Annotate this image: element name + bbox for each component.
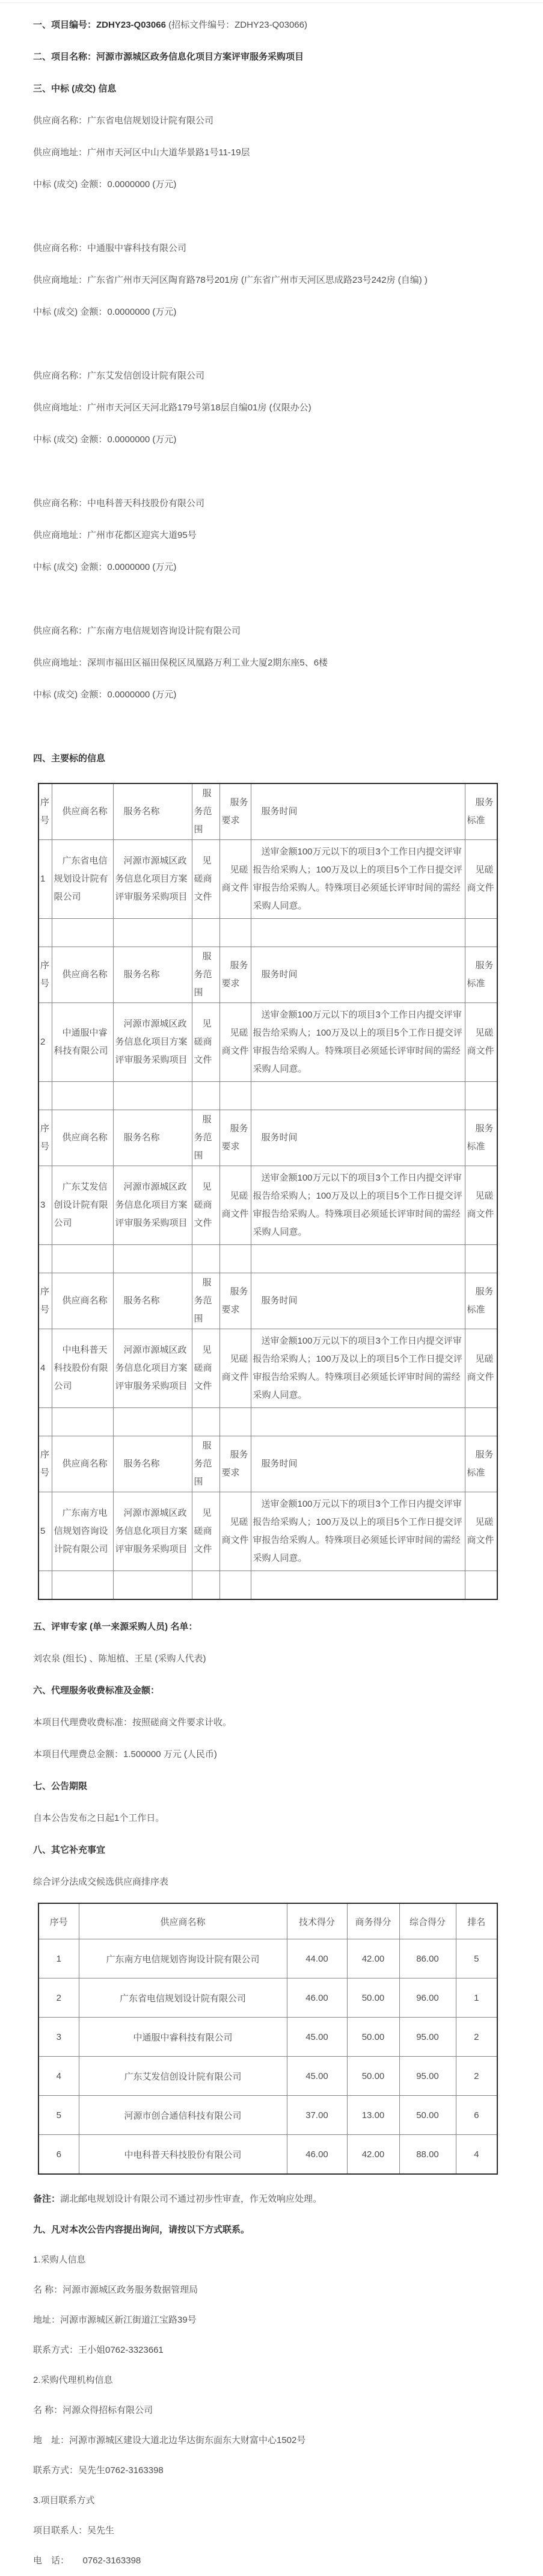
cell-tech-score: 45.00 [287, 2018, 347, 2057]
header-cell: 序号 [38, 1903, 79, 1939]
cell-standard: 见磋商文件 [465, 1003, 497, 1082]
contact-heading: 九、凡对本次公告内容提出询问，请按以下方式联系。 [33, 2225, 250, 2235]
spacer [33, 583, 515, 615]
empty-row [38, 1571, 497, 1600]
cell-rank: 1 [456, 1978, 497, 2018]
remark-label: 备注： [33, 2194, 61, 2204]
cell-supplier: 中电科普天科技股份有限公司 [52, 1329, 113, 1408]
supplier-address-label: 供应商地址： [33, 275, 88, 285]
supplier-address-label: 供应商地址： [33, 658, 88, 668]
cell-service: 河源市源城区政务信息化项目方案评审服务采购项目 [113, 1329, 192, 1408]
cell-no: 5 [38, 1492, 52, 1571]
project-contact-person: 项目联系人：吴先生 [33, 2525, 115, 2536]
header-cell: 服务名称 [113, 1110, 192, 1166]
supplier-address-line [33, 392, 515, 424]
agency-title: 2.采购代理机构信息 [33, 2375, 113, 2385]
cell-biz-score: 50.00 [347, 1978, 399, 2018]
cell-tech-score: 37.00 [287, 2096, 347, 2135]
agency-contact: 联系方式：吴先生0762-3163398 [33, 2465, 164, 2476]
cell-biz-score: 42.00 [347, 1939, 399, 1978]
supplier-address-label: 供应商地址： [33, 530, 88, 540]
header-cell: 供应商名称 [52, 783, 113, 840]
cell-no: 6 [38, 2135, 79, 2175]
supplier-address-value: 广州市天河区中山大道华景路1号11-19层 [87, 147, 250, 158]
cell-time: 送审金额100万元以下的项目3个工作日内提交评审报告给采购人；100万及以上的项目5个工作日提交评审报告给采购人。特殊项目必须延长评审时间的需经采购人同意。 [251, 1492, 465, 1571]
supplier-name-value: 广东省电信规划设计院有限公司 [87, 116, 214, 126]
score-row [38, 2096, 497, 2135]
supplier-name-line [33, 105, 515, 137]
cell-requirement: 见磋商文件 [219, 1003, 251, 1082]
empty-row [38, 1082, 497, 1110]
cell-rank: 6 [456, 2096, 497, 2135]
cell-tech-score: 46.00 [287, 2135, 347, 2175]
cell-rank: 2 [456, 2057, 497, 2096]
header-cell: 供应商名称 [52, 1436, 113, 1492]
supplier-name-value: 中通服中睿科技有限公司 [87, 243, 187, 253]
supplier-address-value: 广东省广州市天河区陶育路78号201房 (广东省广州市天河区思成路23号242房 (自编) ) [87, 275, 428, 285]
cell-supplier: 中电科普天科技股份有限公司 [79, 2135, 287, 2175]
announcement-body [0, 3, 543, 2576]
supplier-name-label: 供应商名称： [33, 498, 88, 508]
supplier-name-line [33, 487, 515, 519]
header-cell: 服务要求 [219, 947, 251, 1003]
score-row [38, 1978, 497, 2018]
header-cell: 服务时间 [251, 1436, 465, 1492]
supplier-address-label: 供应商地址： [33, 403, 88, 413]
buyer-title: 1.采购人信息 [33, 2255, 86, 2265]
cell-tech-score: 44.00 [287, 1939, 347, 1978]
cell-supplier: 广东省电信规划设计院有限公司 [79, 1978, 287, 2018]
cell-supplier: 广东艾发信创设计院有限公司 [79, 2057, 287, 2096]
cell-total-score: 95.00 [399, 2018, 456, 2057]
cell-no: 2 [38, 1003, 52, 1082]
cell-rank: 2 [456, 2018, 497, 2057]
agency-fee-heading: 六、代理服务收费标准及金额： [33, 1685, 160, 1696]
tender-doc-number: (招标文件编号：ZDHY23-Q03066) [165, 20, 307, 30]
header-cell: 服务名称 [113, 783, 192, 840]
header-cell: 服务范围 [192, 1110, 219, 1166]
cell-supplier: 河源市创合通信科技有限公司 [79, 2096, 287, 2135]
main-subject-table [38, 783, 498, 1600]
header-cell: 服务范围 [192, 1436, 219, 1492]
cell-no: 2 [38, 1978, 79, 2018]
table-header-row [38, 1436, 497, 1492]
cell-tech-score: 46.00 [287, 1978, 347, 2018]
header-cell: 供应商名称 [52, 1273, 113, 1329]
buyer-address: 地址：河源市源城区新江街道江宝路39号 [33, 2315, 197, 2325]
agency-address: 地 址：河源市源城区建设大道北边华达街东面东大财富中心1502号 [33, 2435, 306, 2445]
supplier-name-label: 供应商名称： [33, 116, 88, 126]
cell-service: 河源市源城区政务信息化项目方案评审服务采购项目 [113, 1166, 192, 1245]
header-cell: 服务时间 [251, 1110, 465, 1166]
supplier-name-line [33, 360, 515, 392]
header-cell: 服务时间 [251, 947, 465, 1003]
supplier-address-line [33, 137, 515, 168]
cell-rank: 5 [456, 1939, 497, 1978]
cell-no: 3 [38, 2018, 79, 2057]
award-amount-line [33, 551, 515, 583]
supplier-address-line [33, 647, 515, 679]
score-row [38, 2135, 497, 2175]
supplier-name-line [33, 232, 515, 264]
empty-row [38, 1408, 497, 1436]
spacer [33, 200, 515, 232]
table-row [38, 840, 497, 919]
cell-supplier: 广东南方电信规划咨询设计院有限公司 [52, 1492, 113, 1571]
cell-no: 1 [38, 1939, 79, 1978]
cell-time: 送审金额100万元以下的项目3个工作日内提交评审报告给采购人；100万及以上的项目5个工作日提交评审报告给采购人。特殊项目必须延长评审时间的需经采购人同意。 [251, 1329, 465, 1408]
award-amount-line [33, 424, 515, 456]
announcement-page [0, 2, 543, 2566]
notice-period-body: 自本公告发布之日起1个工作日。 [33, 1813, 165, 1823]
cell-total-score: 86.00 [399, 1939, 456, 1978]
supplier-name-value: 广东南方电信规划咨询设计院有限公司 [87, 626, 241, 636]
empty-row [38, 1245, 497, 1273]
header-cell: 序号 [38, 1436, 52, 1492]
header-cell: 服务名称 [113, 1436, 192, 1492]
header-cell: 供应商名称 [52, 947, 113, 1003]
score-row [38, 2018, 497, 2057]
experts-names: 刘农泉 (组长) 、陈旭植、王星 (采购人代表) [33, 1654, 206, 1664]
notice-period-heading: 七、公告期限 [33, 1781, 88, 1791]
cell-supplier: 中通服中睿科技有限公司 [52, 1003, 113, 1082]
experts-heading: 五、评审专家 (单一来源采购人员) 名单： [33, 1622, 198, 1632]
empty-row [38, 919, 497, 947]
award-amount-label: 中标 (成交) 金额： [33, 179, 108, 190]
cell-service: 河源市源城区政务信息化项目方案评审服务采购项目 [113, 1492, 192, 1571]
spacer [33, 456, 515, 487]
cell-total-score: 50.00 [399, 2096, 456, 2135]
header-cell: 服务时间 [251, 783, 465, 840]
project-contact-title: 3.项目联系方式 [33, 2495, 95, 2506]
header-cell: 序号 [38, 1110, 52, 1166]
cell-rank: 4 [456, 2135, 497, 2175]
cell-tech-score: 45.00 [287, 2057, 347, 2096]
table-row [38, 1492, 497, 1571]
cell-requirement: 见磋商文件 [219, 1329, 251, 1408]
cell-supplier: 广东省电信规划设计院有限公司 [52, 840, 113, 919]
cell-biz-score: 50.00 [347, 2018, 399, 2057]
header-cell: 服务标准 [465, 947, 497, 1003]
cell-service: 河源市源城区政务信息化项目方案评审服务采购项目 [113, 840, 192, 919]
cell-time: 送审金额100万元以下的项目3个工作日内提交评审报告给采购人；100万及以上的项目5个工作日提交评审报告给采购人。特殊项目必须延长评审时间的需经采购人同意。 [251, 1166, 465, 1245]
table-row [38, 1329, 497, 1408]
agency-fee-standard: 本项目代理费收费标准：按照磋商文件要求计收。 [33, 1717, 232, 1728]
cell-requirement: 见磋商文件 [219, 1492, 251, 1571]
cell-supplier: 中通服中睿科技有限公司 [79, 2018, 287, 2057]
table-row [38, 1003, 497, 1082]
cell-time: 送审金额100万元以下的项目3个工作日内提交评审报告给采购人；100万及以上的项目5个工作日提交评审报告给采购人。特殊项目必须延长评审时间的需经采购人同意。 [251, 840, 465, 919]
agency-fee-total: 本项目代理费总金额：1.500000 万元 (人民币) [33, 1749, 217, 1759]
header-cell: 服务要求 [219, 1273, 251, 1329]
supplier-name-label: 供应商名称： [33, 243, 88, 253]
agency-name: 名 称：河源众得招标有限公司 [33, 2405, 153, 2415]
award-amount-value: 0.0000000 (万元) [107, 690, 177, 700]
cell-biz-score: 50.00 [347, 2057, 399, 2096]
score-row [38, 2057, 497, 2096]
project-name-heading: 二、项目名称：河源市源城区政务信息化项目方案评审服务采购项目 [33, 52, 304, 62]
header-cell: 服务范围 [192, 1273, 219, 1329]
header-cell: 序号 [38, 1273, 52, 1329]
cell-service: 河源市源城区政务信息化项目方案评审服务采购项目 [113, 1003, 192, 1082]
supplier-address-value: 深圳市福田区福田保税区凤凰路万利工业大厦2期东座5、6楼 [87, 658, 328, 668]
project-contact-phone: 电 话： 0762-3163398 [33, 2556, 141, 2566]
supplier-address-line [33, 519, 515, 551]
cell-no: 3 [38, 1166, 52, 1245]
header-cell: 服务要求 [219, 1436, 251, 1492]
header-cell: 排名 [456, 1903, 497, 1939]
supplementary-heading: 八、其它补充事宜 [33, 1845, 106, 1855]
award-amount-line [33, 168, 515, 200]
cell-no: 4 [38, 2057, 79, 2096]
supplier-name-value: 广东艾发信创设计院有限公司 [87, 371, 205, 381]
main-subject-heading: 四、主要标的信息 [33, 753, 106, 764]
cell-requirement: 见磋商文件 [219, 1166, 251, 1245]
header-cell: 服务范围 [192, 947, 219, 1003]
cell-scope: 见磋商文件 [192, 1329, 219, 1408]
award-amount-label: 中标 (成交) 金额： [33, 434, 108, 445]
cell-scope: 见磋商文件 [192, 840, 219, 919]
project-number-label: 一、项目编号： [33, 20, 97, 30]
cell-supplier: 广东南方电信规划咨询设计院有限公司 [79, 1939, 287, 1978]
award-amount-value: 0.0000000 (万元) [107, 179, 177, 190]
cell-total-score: 95.00 [399, 2057, 456, 2096]
award-info-heading: 三、中标 (成交) 信息 [33, 84, 117, 94]
table-header-row [38, 1273, 497, 1329]
cell-standard: 见磋商文件 [465, 840, 497, 919]
project-number-value: ZDHY23-Q03066 [96, 20, 166, 30]
remark-text: 湖北邮电规划设计有限公司不通过初步性审查，作无效响应处理。 [60, 2194, 322, 2204]
project-number-line [33, 9, 515, 41]
header-cell: 服务要求 [219, 1110, 251, 1166]
award-amount-value: 0.0000000 (万元) [107, 434, 177, 445]
cell-time: 送审金额100万元以下的项目3个工作日内提交评审报告给采购人；100万及以上的项目5个工作日提交评审报告给采购人。特殊项目必须延长评审时间的需经采购人同意。 [251, 1003, 465, 1082]
spacer [33, 711, 515, 743]
score-header-row [38, 1903, 497, 1939]
cell-supplier: 广东艾发信创设计院有限公司 [52, 1166, 113, 1245]
header-cell: 服务范围 [192, 783, 219, 840]
buyer-name: 名 称：河源市源城区政务服务数据管理局 [33, 2285, 198, 2295]
header-cell: 服务要求 [219, 783, 251, 840]
award-amount-line [33, 679, 515, 711]
header-cell: 供应商名称 [52, 1110, 113, 1166]
header-cell: 服务标准 [465, 1273, 497, 1329]
cell-scope: 见磋商文件 [192, 1003, 219, 1082]
supplier-name-value: 中电科普天科技股份有限公司 [87, 498, 205, 508]
spacer [33, 328, 515, 360]
cell-standard: 见磋商文件 [465, 1329, 497, 1408]
cell-scope: 见磋商文件 [192, 1492, 219, 1571]
award-amount-label: 中标 (成交) 金额： [33, 690, 108, 700]
cell-biz-score: 42.00 [347, 2135, 399, 2175]
award-amount-value: 0.0000000 (万元) [107, 562, 177, 572]
header-cell: 服务时间 [251, 1273, 465, 1329]
score-ranking-table [38, 1903, 498, 2175]
table-header-row [38, 783, 497, 840]
cell-no: 4 [38, 1329, 52, 1408]
header-cell: 服务名称 [113, 947, 192, 1003]
cell-biz-score: 13.00 [347, 2096, 399, 2135]
cell-no: 5 [38, 2096, 79, 2135]
buyer-contact: 联系方式：王小姐0762-3323661 [33, 2345, 164, 2355]
table-header-row [38, 1110, 497, 1166]
supplier-name-label: 供应商名称： [33, 626, 88, 636]
header-cell: 服务标准 [465, 1110, 497, 1166]
supplier-address-line [33, 264, 515, 296]
supplier-address-value: 广州市花都区迎宾大道95号 [87, 530, 197, 540]
award-amount-value: 0.0000000 (万元) [107, 307, 177, 317]
cell-scope: 见磋商文件 [192, 1166, 219, 1245]
header-cell: 商务得分 [347, 1903, 399, 1939]
header-cell: 序号 [38, 947, 52, 1003]
header-cell: 服务标准 [465, 783, 497, 840]
header-cell: 服务标准 [465, 1436, 497, 1492]
header-cell: 供应商名称 [79, 1903, 287, 1939]
header-cell: 综合得分 [399, 1903, 456, 1939]
cell-total-score: 96.00 [399, 1978, 456, 2018]
cell-standard: 见磋商文件 [465, 1492, 497, 1571]
header-cell: 服务名称 [113, 1273, 192, 1329]
award-amount-line [33, 296, 515, 328]
score-table-subtitle: 综合评分法成交候选供应商排序表 [33, 1877, 169, 1887]
supplier-address-value: 广州市天河区天河北路179号第18层自编01房 (仅限办公) [87, 403, 311, 413]
supplier-name-line [33, 615, 515, 647]
header-cell: 技术得分 [287, 1903, 347, 1939]
award-amount-label: 中标 (成交) 金额： [33, 307, 108, 317]
cell-no: 1 [38, 840, 52, 919]
supplier-name-label: 供应商名称： [33, 371, 88, 381]
cell-total-score: 88.00 [399, 2135, 456, 2175]
award-amount-label: 中标 (成交) 金额： [33, 562, 108, 572]
header-cell: 序号 [38, 783, 52, 840]
cell-requirement: 见磋商文件 [219, 840, 251, 919]
cell-standard: 见磋商文件 [465, 1166, 497, 1245]
remark-line [33, 2183, 515, 2215]
table-row [38, 1166, 497, 1245]
table-header-row [38, 947, 497, 1003]
supplier-address-label: 供应商地址： [33, 147, 88, 158]
score-row [38, 1939, 497, 1978]
